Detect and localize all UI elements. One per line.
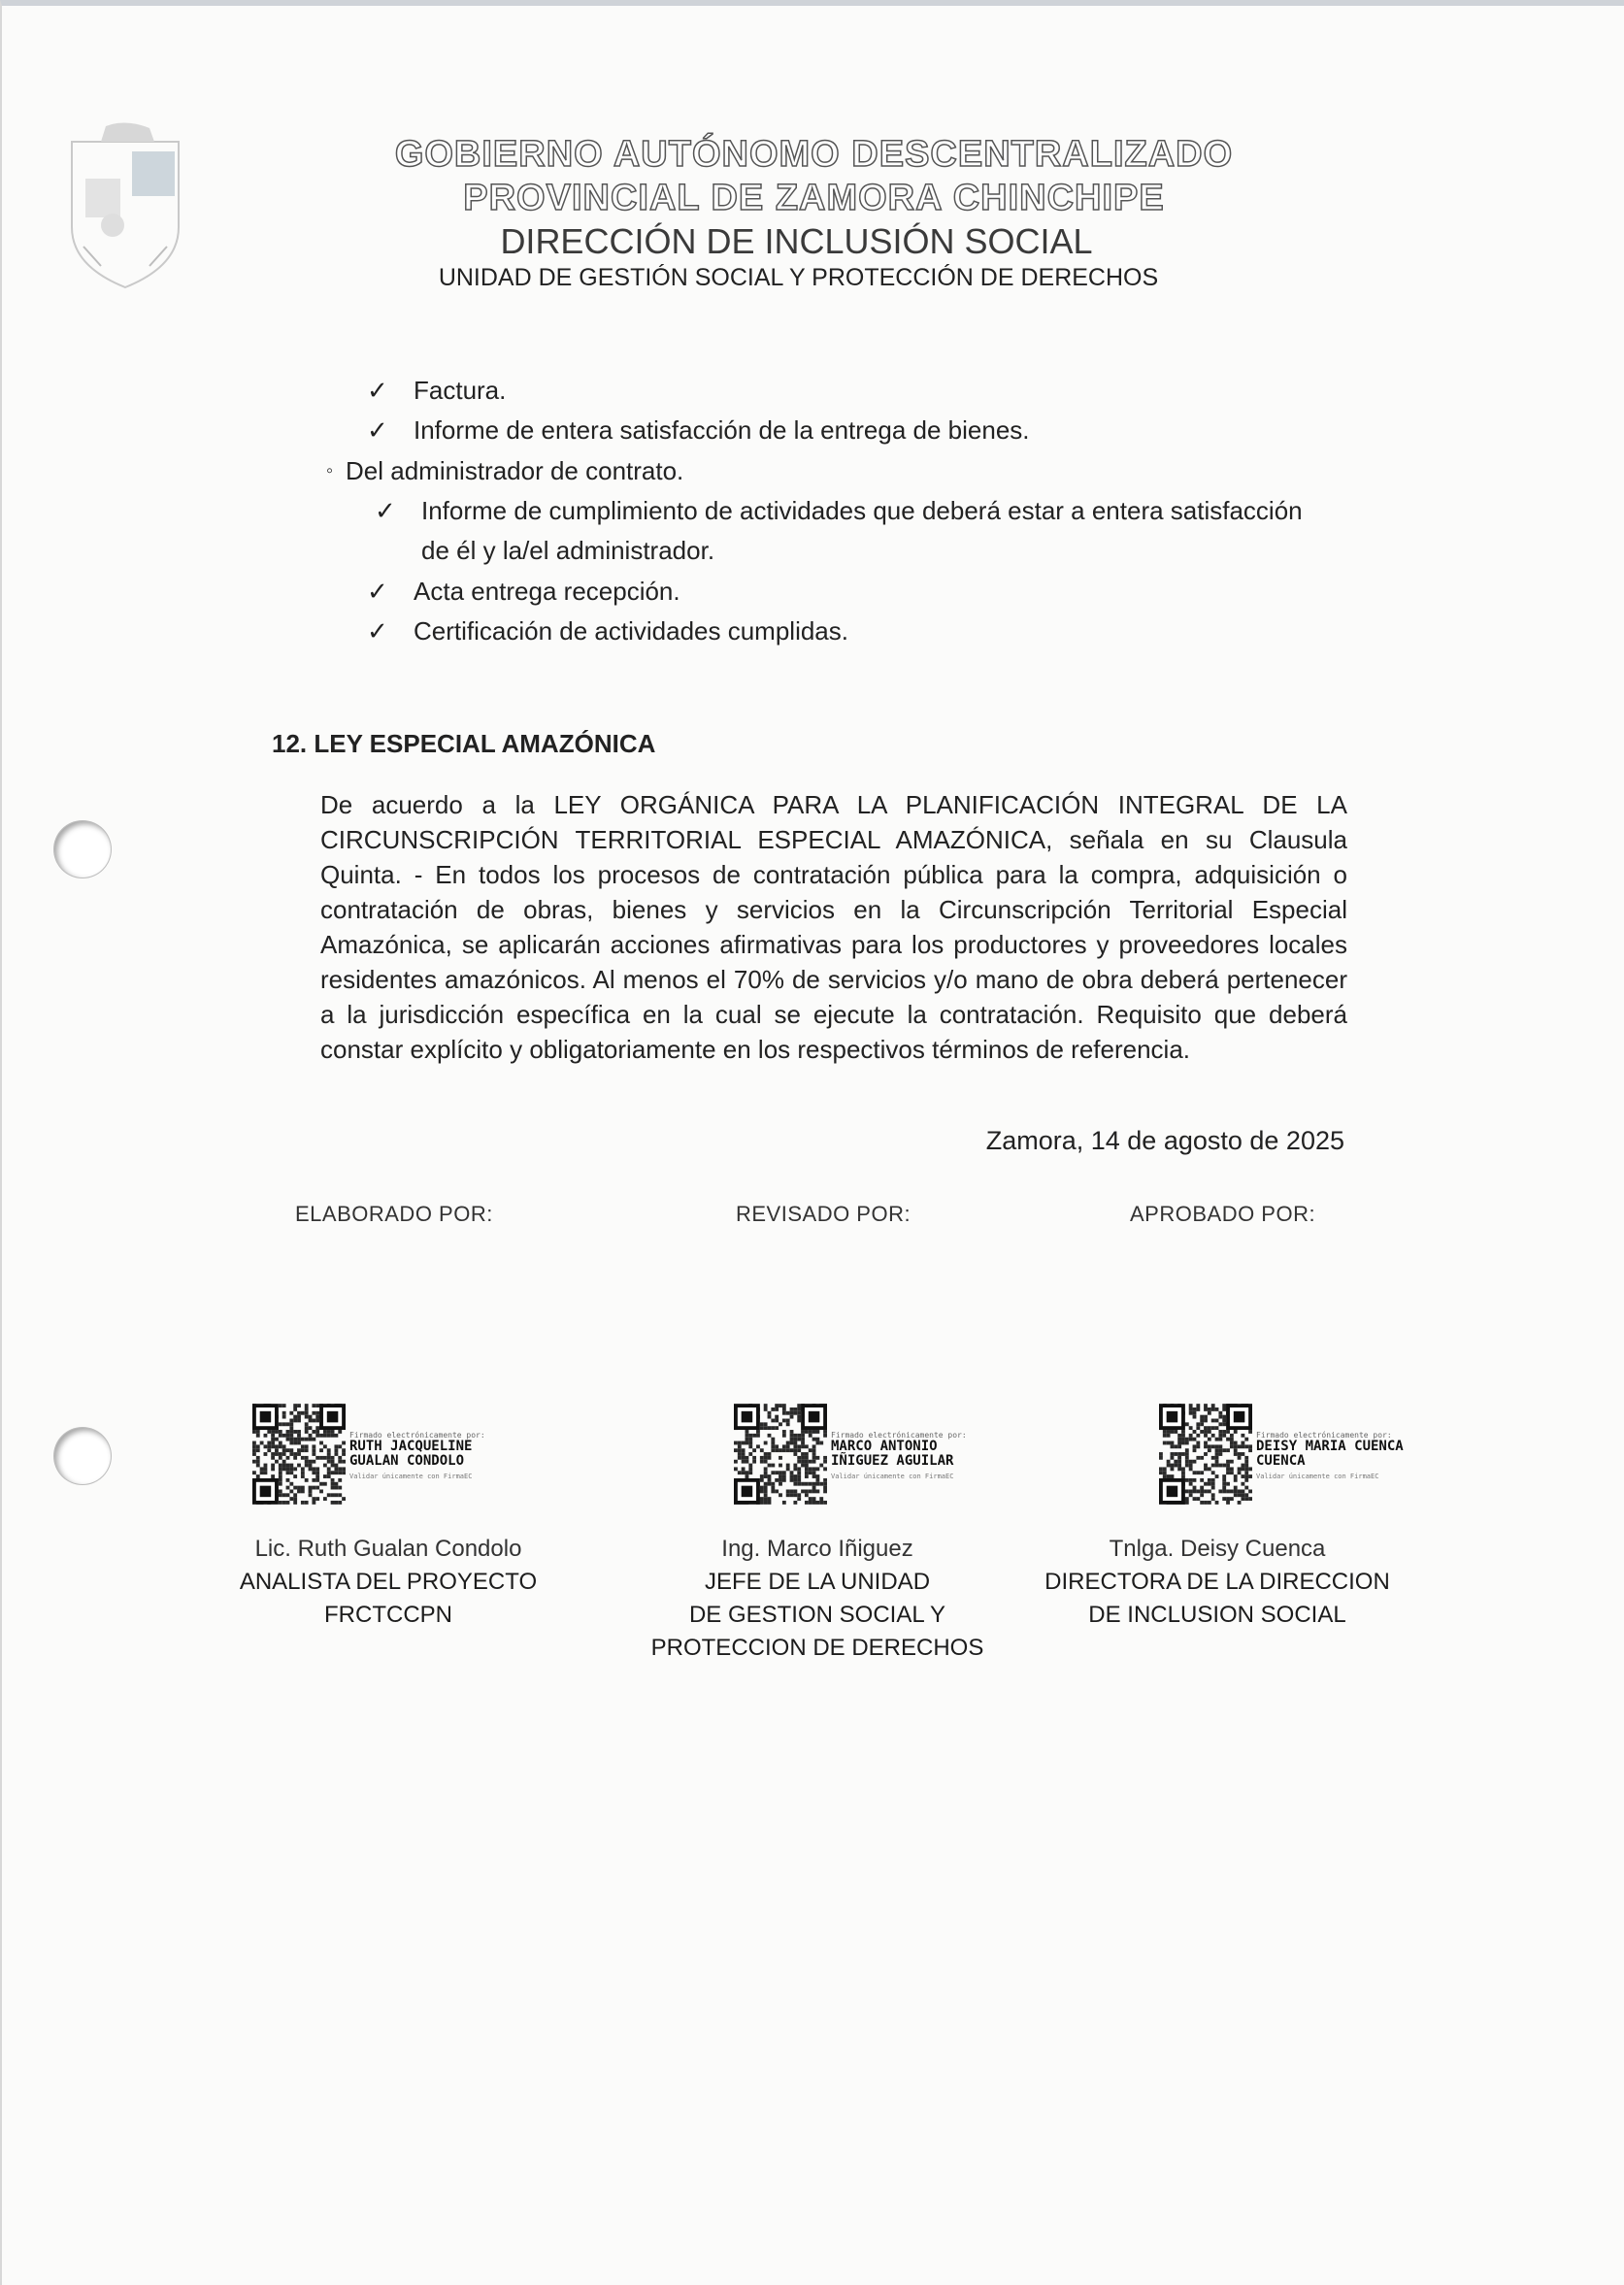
- punch-hole-upper: [54, 821, 111, 878]
- signer-name: Ing. Marco Iñiguez: [721, 1536, 913, 1562]
- header-unit: UNIDAD DE GESTIÓN SOCIAL Y PROTECCIÓN DE DERECHOS: [438, 264, 1159, 291]
- hollow-bullet-icon: ◦: [326, 460, 334, 481]
- signer-block-2: [643, 1533, 992, 1665]
- electronic-signature-2: [734, 1404, 1006, 1508]
- document-date: Zamora, 14 de agosto de 2025: [985, 1126, 1344, 1155]
- signer-title-line3: PROTECCION DE DERECHOS: [650, 1635, 984, 1661]
- signature-caption: Firmado electrónicamente por:: [831, 1431, 967, 1440]
- signer-title-line1: DIRECTORA DE LA DIRECCION: [1044, 1569, 1390, 1595]
- list-item: Factura.: [414, 376, 507, 405]
- signer-title-line2: DE INCLUSION SOCIAL: [1088, 1602, 1346, 1628]
- signer-name-line2: CUENCA: [1256, 1453, 1306, 1469]
- checkmark-icon: ✓: [375, 496, 396, 525]
- signature-validation-note: Validar únicamente con FirmaEC: [831, 1473, 954, 1480]
- signer-name: Tnlga. Deisy Cuenca: [1109, 1536, 1326, 1562]
- header-province-name: PROVINCIAL DE ZAMORA CHINCHIPE: [463, 178, 1165, 218]
- checkmark-icon: ✓: [367, 415, 388, 445]
- electronic-signature-1: [252, 1404, 514, 1508]
- signer-name-line1: DEISY MARIA CUENCA: [1256, 1439, 1404, 1454]
- signature-validation-note: Validar únicamente con FirmaEC: [349, 1473, 473, 1480]
- section-title: 12. LEY ESPECIAL AMAZÓNICA: [272, 729, 656, 758]
- checkmark-icon: ✓: [367, 577, 388, 606]
- signer-title-line1: JEFE DE LA UNIDAD: [704, 1569, 931, 1595]
- signature-caption: Firmado electrónicamente por:: [1256, 1431, 1392, 1440]
- role-header-elaborado: ELABORADO POR:: [295, 1202, 493, 1226]
- signer-name-line1: MARCO ANTONIO: [831, 1439, 938, 1454]
- header-government-name: GOBIERNO AUTÓNOMO DESCENTRALIZADO: [394, 134, 1234, 175]
- signer-name-line2: GUALAN CONDOLO: [349, 1453, 465, 1469]
- section-body-paragraph: De acuerdo a la LEY ORGÁNICA PARA LA PLANIFICACIÓN INTEGRAL DE LA CIRCUNSCRIPCIÓN TERRITORIAL ESPECIAL AMAZÓNICA, señala en su Clausula Quinta. - En todos los procesos de contratación pública para la compra, adquisición o contratación de obras, bienes y servicios en la Circunscripción Territorial Especial Amazónica, se aplicarán acciones afirmativas para los productores y proveedores locales residentes amazónicos. Al menos el 70% de servicios y/o mano de obra deberá pertenecer a la jurisdicción específica en la cual se ejecute la contratación. Requisito que deberá constar explícito y obligatoriamente en los respectivos términos de referencia.: [320, 790, 1347, 1064]
- signer-name-line1: RUTH JACQUELINE: [349, 1439, 473, 1454]
- qr-code-icon: [252, 1404, 346, 1505]
- role-header-revisado: REVISADO POR:: [736, 1202, 911, 1226]
- signer-title-line2: FRCTCCPN: [324, 1602, 452, 1628]
- signature-validation-note: Validar únicamente con FirmaEC: [1256, 1473, 1379, 1480]
- qr-code-icon: [1159, 1404, 1252, 1505]
- punch-hole-lower: [54, 1428, 111, 1484]
- list-item: Acta entrega recepción.: [414, 577, 680, 606]
- signer-name: Lic. Ruth Gualan Condolo: [254, 1536, 522, 1562]
- signer-title-line1: ANALISTA DEL PROYECTO: [239, 1569, 538, 1595]
- signer-block-3: [1043, 1533, 1392, 1632]
- list-group-heading: Del administrador de contrato.: [346, 456, 684, 485]
- qr-code-icon: [734, 1404, 827, 1505]
- list-item: Certificación de actividades cumplidas.: [414, 616, 848, 646]
- checkmark-icon: ✓: [367, 616, 388, 646]
- header-direction: DIRECCIÓN DE INCLUSIÓN SOCIAL: [500, 221, 1093, 261]
- signer-title-line2: DE GESTION SOCIAL Y: [688, 1602, 946, 1628]
- list-item: Informe de cumplimiento de actividades que deberá estar a entera satisfacción: [421, 496, 1303, 525]
- electronic-signature-3: [1159, 1404, 1450, 1508]
- signer-block-1: [214, 1533, 563, 1632]
- list-item: Informe de entera satisfacción de la entrega de bienes.: [414, 415, 1030, 445]
- signer-name-line2: IÑIGUEZ AGUILAR: [831, 1453, 954, 1469]
- checkmark-icon: ✓: [367, 376, 388, 405]
- role-header-aprobado: APROBADO POR:: [1130, 1202, 1316, 1226]
- signature-caption: Firmado electrónicamente por:: [349, 1431, 485, 1440]
- list-item-continuation: de él y la/el administrador.: [421, 536, 715, 565]
